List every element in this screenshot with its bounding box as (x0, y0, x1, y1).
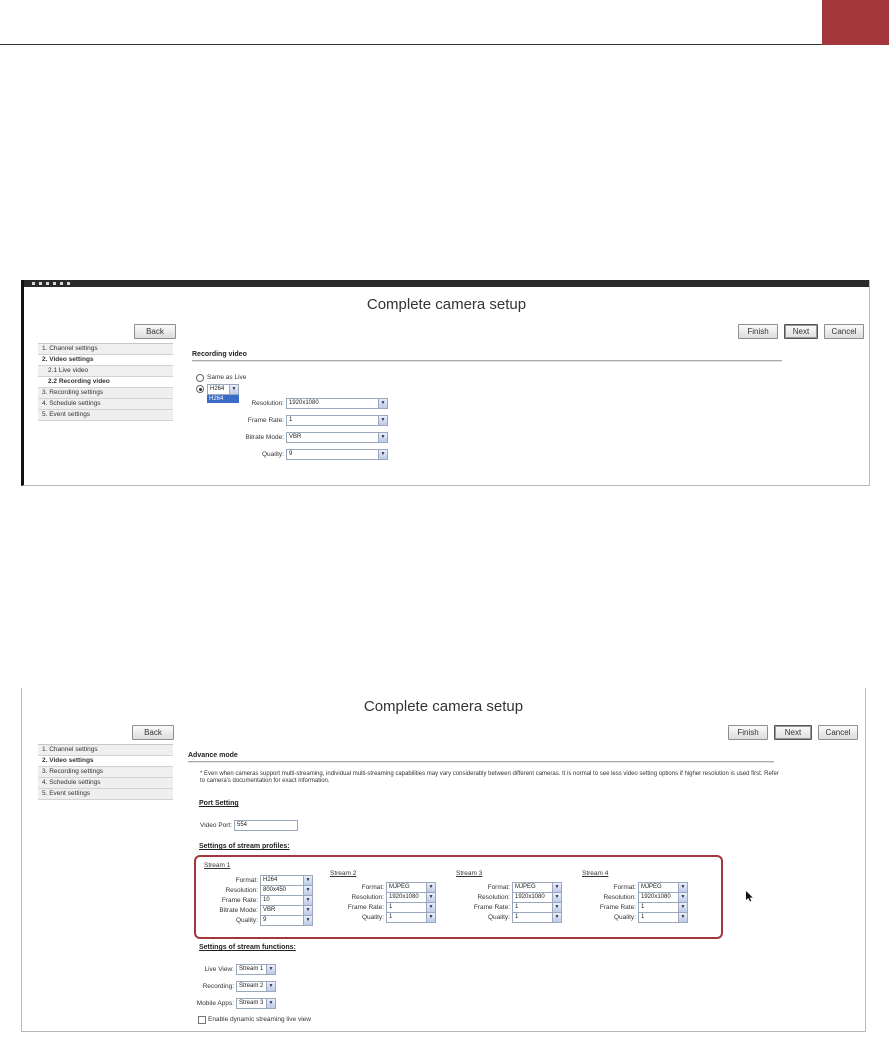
recording-label: Recording: (202, 983, 234, 990)
chevron-down-icon: ▼ (303, 896, 312, 905)
format-select[interactable] (207, 384, 239, 395)
stream-3-quality-value: 1 (515, 914, 519, 920)
stream-2-frame-rate-label: Frame Rate: (347, 904, 384, 911)
port-setting-heading: Port Setting (199, 800, 239, 807)
stream-2-quality-label: Quality: (361, 914, 384, 921)
enable-dynamic-label: Enable dynamic streaming live view (208, 1016, 311, 1023)
chevron-down-icon: ▼ (378, 416, 387, 425)
stream-3-resolution-value: 1920x1080 (515, 894, 545, 900)
stream-1-format-label: Format: (235, 877, 258, 884)
stream-4-format-label: Format: (613, 884, 636, 891)
stream-4-title: Stream 4 (582, 870, 609, 877)
bitrate-mode-select-value: VBR (289, 434, 302, 440)
stream-3-format-label: Format: (487, 884, 510, 891)
stream-1-quality-select[interactable] (260, 915, 313, 926)
sidebar-item-live-video[interactable]: 2.1 Live video (38, 366, 173, 377)
bitrate-mode-select[interactable] (286, 432, 388, 443)
stream-2-resolution-label: Resolution: (351, 894, 384, 901)
mouse-cursor-icon (746, 891, 754, 902)
stream-1-title: Stream 1 (204, 862, 231, 869)
chevron-down-icon: ▼ (678, 893, 687, 902)
chevron-down-icon: ▼ (426, 903, 435, 912)
topbar-dots (32, 282, 70, 285)
stream-3-quality-label: Quality: (487, 914, 510, 921)
finish-button[interactable]: Finish (728, 725, 768, 740)
stream-4-quality-label: Quality: (613, 914, 636, 921)
cancel-button[interactable]: Cancel (824, 324, 864, 339)
page-header-rule (0, 44, 822, 45)
stream-4-frame-rate-value: 1 (641, 904, 645, 910)
chevron-down-icon: ▼ (266, 965, 275, 974)
stream-4-frame-rate-label: Frame Rate: (599, 904, 636, 911)
screenshot-recording-video (21, 280, 870, 486)
resolution-select-value: 1920x1080 (289, 400, 319, 406)
stream-1-quality-label: Quality: (235, 917, 258, 924)
stream-3-frame-rate-value: 1 (515, 904, 519, 910)
chevron-down-icon: ▼ (426, 893, 435, 902)
sidebar-item-channel-settings[interactable]: 1. Channel settings (38, 745, 173, 756)
stream-profiles-heading: Settings of stream profiles: (199, 843, 290, 850)
back-button[interactable]: Back (134, 324, 176, 339)
stream-3-quality-select[interactable] (512, 912, 562, 923)
chevron-down-icon: ▼ (426, 913, 435, 922)
stream-2-frame-rate-value: 1 (389, 904, 393, 910)
live-view-select[interactable] (236, 964, 276, 975)
custom-format-radio[interactable] (196, 385, 204, 393)
chevron-down-icon: ▼ (303, 916, 312, 925)
stream-4-resolution-label: Resolution: (603, 894, 636, 901)
resolution-label: Resolution: (251, 400, 284, 407)
quality-label: Quality: (261, 451, 284, 458)
multi-streaming-note: * Even when cameras support multi-streaming, individual multi-streaming capabilities may vary considerably between different cameras. It is normal to see less video setting options if higher resolution is used first. Refer to camera's documentation for exact information. (200, 771, 779, 784)
sidebar-item-recording-video[interactable]: 2.2 Recording video (38, 377, 173, 388)
stream-2-quality-value: 1 (389, 914, 393, 920)
page-header-tab (822, 0, 889, 45)
stream-4-quality-value: 1 (641, 914, 645, 920)
enable-dynamic-checkbox[interactable] (198, 1016, 206, 1024)
section-title: Recording video (192, 351, 247, 358)
stream-4-quality-select[interactable] (638, 912, 688, 923)
stream-1-resolution-label: Resolution: (225, 887, 258, 894)
frame-rate-label: Frame Rate: (247, 417, 284, 424)
quality-select-value: 9 (289, 451, 293, 457)
chevron-down-icon: ▼ (378, 399, 387, 408)
next-button[interactable]: Next (774, 725, 812, 740)
chevron-down-icon: ▼ (229, 385, 238, 394)
chevron-down-icon: ▼ (303, 876, 312, 885)
section-divider (188, 761, 774, 763)
stream-4-format-value: MJPEG (641, 884, 662, 890)
video-port-label: Video Port: (200, 822, 233, 829)
resolution-select[interactable] (286, 398, 388, 409)
cancel-button[interactable]: Cancel (818, 725, 858, 740)
recording-select[interactable] (236, 981, 276, 992)
mobile-apps-label: Mobile Apps: (196, 1000, 234, 1007)
stream-3-format-value: MJPEG (515, 884, 536, 890)
chevron-down-icon: ▼ (678, 883, 687, 892)
chevron-down-icon: ▼ (303, 886, 312, 895)
page-title: Complete camera setup (363, 698, 524, 715)
stream-functions-heading: Settings of stream functions: (199, 944, 296, 951)
chevron-down-icon: ▼ (303, 906, 312, 915)
sidebar-item-event-settings[interactable]: 5. Event settings (38, 410, 173, 421)
sidebar (38, 744, 173, 800)
stream-1-format-value: H264 (263, 877, 278, 883)
format-dropdown-option[interactable]: H264 (207, 395, 239, 403)
stream-3-resolution-label: Resolution: (477, 894, 510, 901)
sidebar-item-recording-settings[interactable]: 3. Recording settings (38, 388, 173, 399)
chevron-down-icon: ▼ (552, 893, 561, 902)
frame-rate-select[interactable] (286, 415, 388, 426)
next-button[interactable]: Next (784, 324, 818, 339)
quality-select[interactable] (286, 449, 388, 460)
frame-rate-select-value: 1 (289, 417, 293, 423)
chevron-down-icon: ▼ (678, 913, 687, 922)
sidebar (38, 343, 173, 421)
live-view-value: Stream 1 (239, 966, 264, 972)
stream-4-resolution-value: 1920x1080 (641, 894, 671, 900)
chevron-down-icon: ▼ (266, 999, 275, 1008)
sidebar-item-event-settings[interactable]: 5. Event settings (38, 789, 173, 800)
back-button[interactable]: Back (132, 725, 174, 740)
sidebar-item-channel-settings[interactable]: 1. Channel settings (38, 344, 173, 355)
chevron-down-icon: ▼ (266, 982, 275, 991)
screenshot-advance-mode (21, 688, 866, 1032)
page-title: Complete camera setup (366, 296, 527, 313)
sidebar-item-schedule-settings[interactable]: 4. Schedule settings (38, 778, 173, 789)
chevron-down-icon: ▼ (552, 883, 561, 892)
chevron-down-icon: ▼ (378, 450, 387, 459)
bitrate-mode-label: Bitrate Mode: (245, 434, 284, 441)
section-title: Advance mode (188, 752, 238, 759)
sidebar-item-recording-settings[interactable]: 3. Recording settings (38, 767, 173, 778)
stream-1-resolution-value: 800x450 (263, 887, 287, 893)
stream-2-title: Stream 2 (330, 870, 357, 877)
stream-2-format-label: Format: (361, 884, 384, 891)
same-as-live-radio[interactable] (196, 374, 204, 382)
stream-2-resolution-value: 1920x1080 (389, 894, 419, 900)
stream-3-frame-rate-label: Frame Rate: (473, 904, 510, 911)
sidebar-item-video-settings[interactable]: 2. Video settings (38, 756, 173, 767)
sidebar-item-schedule-settings[interactable]: 4. Schedule settings (38, 399, 173, 410)
chevron-down-icon: ▼ (552, 913, 561, 922)
recording-value: Stream 2 (239, 983, 264, 989)
stream-1-bitrate-label: Bitrate Mode: (219, 907, 258, 914)
chevron-down-icon: ▼ (378, 433, 387, 442)
video-port-input[interactable]: 554 (234, 820, 298, 831)
stream-1-bitrate-value: VBR (263, 907, 276, 913)
finish-button[interactable]: Finish (738, 324, 778, 339)
format-select-value: H264 (210, 386, 225, 392)
mobile-apps-value: Stream 3 (239, 1000, 264, 1006)
stream-1-quality-value: 9 (263, 917, 267, 923)
live-view-label: Live View: (204, 966, 234, 973)
chevron-down-icon: ▼ (426, 883, 435, 892)
chevron-down-icon: ▼ (552, 903, 561, 912)
sidebar-item-video-settings[interactable]: 2. Video settings (38, 355, 173, 366)
window-topbar (24, 280, 869, 287)
stream-2-quality-select[interactable] (386, 912, 436, 923)
section-divider (192, 360, 782, 362)
stream-2-format-value: MJPEG (389, 884, 410, 890)
stream-1-frame-rate-label: Frame Rate: (221, 897, 258, 904)
stream-1-frame-rate-value: 10 (263, 897, 270, 903)
chevron-down-icon: ▼ (678, 903, 687, 912)
stream-3-title: Stream 3 (456, 870, 483, 877)
same-as-live-label: Same as Live (207, 374, 247, 381)
mobile-apps-select[interactable] (236, 998, 276, 1009)
